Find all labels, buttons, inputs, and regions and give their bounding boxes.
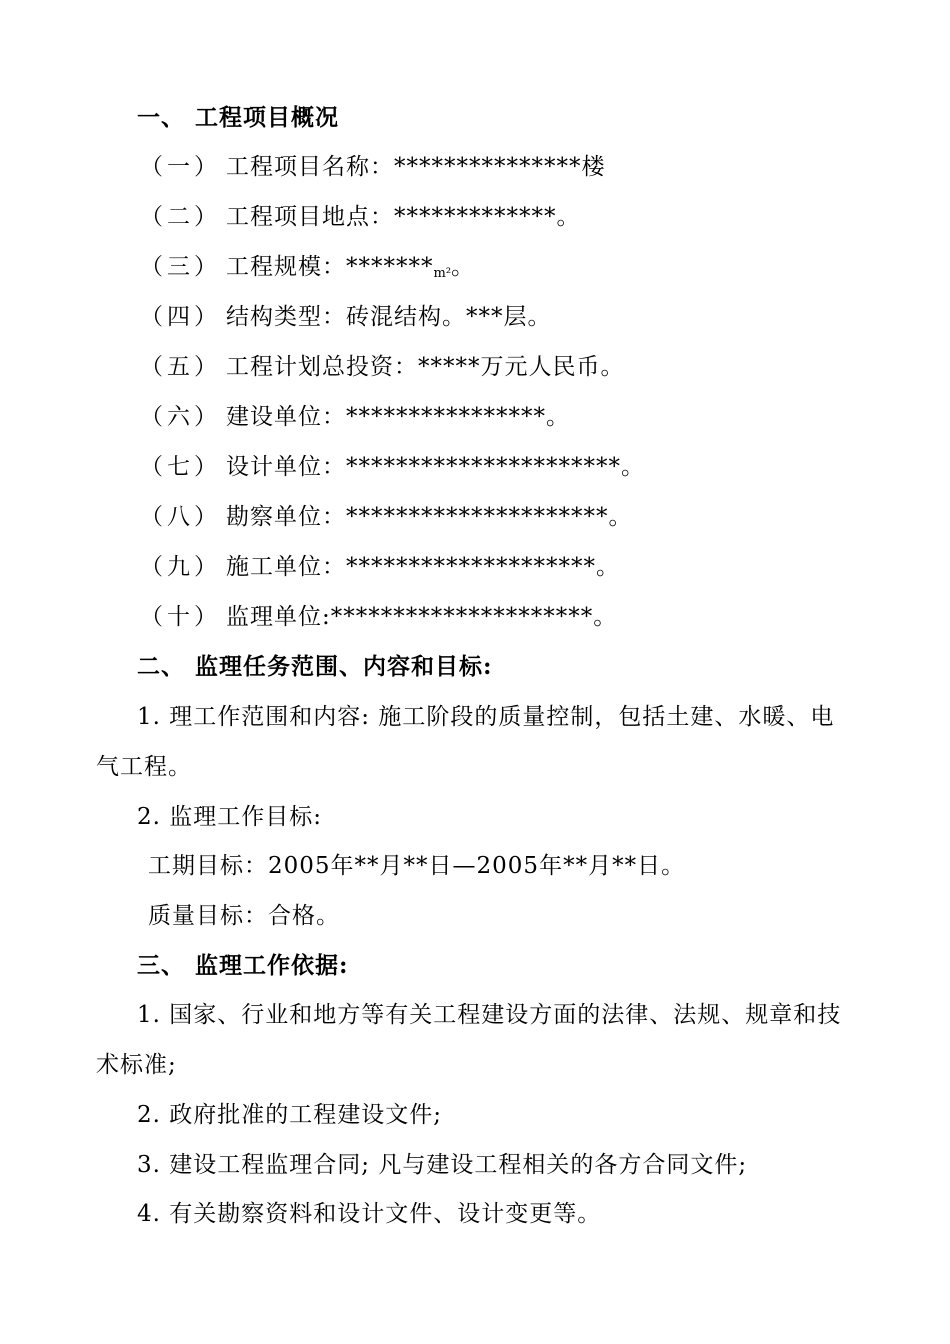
item-number: （五）: [140, 354, 221, 380]
item-number: （四）: [140, 304, 221, 330]
section-1-number: 一、: [137, 104, 185, 131]
section-2-number: 二、: [137, 653, 185, 680]
item-text: 监理单位:*********************。: [226, 604, 618, 630]
item-text: 设计单位：**********************。: [226, 454, 645, 480]
schedule-goal: 工期目标：2005年**月**日—2005年**月**日。: [148, 853, 686, 879]
area-unit: m²: [433, 266, 452, 281]
project-item-6: [140, 402, 570, 432]
goals-paragraph: 2. 监理工作目标:: [137, 804, 323, 830]
project-item-10: [140, 602, 617, 632]
item-text: 工程项目名称：***************楼: [226, 154, 606, 180]
basis-paragraph-4: 4. 有关勘察资料和设计文件、设计变更等。: [137, 1201, 602, 1227]
basis-paragraph-3: 3. 建设工程监理合同; 凡与建设工程相关的各方合同文件;: [137, 1152, 748, 1178]
scope-paragraph-line-2: 气工程。: [96, 754, 192, 780]
item-text: 工程规模：*******: [226, 254, 434, 280]
section-3-title: 监理工作依据:: [195, 952, 349, 979]
project-item-2: [140, 202, 581, 232]
basis-paragraph-1-line-1: 1. 国家、行业和地方等有关工程建设方面的法律、法规、规章和技: [137, 1002, 842, 1028]
item-number: （二）: [140, 204, 221, 230]
basis-paragraph-2: 2. 政府批准的工程建设文件;: [137, 1102, 443, 1128]
section-2-heading: [137, 652, 493, 682]
section-1-heading: [137, 103, 339, 133]
item-number: （十）: [140, 604, 221, 630]
item-tail: 。: [451, 254, 476, 280]
item-number: （七）: [140, 454, 221, 480]
section-2-title: 监理任务范围、内容和目标:: [195, 653, 493, 680]
project-item-4: [140, 302, 552, 332]
quality-goal: 质量目标：合格。: [148, 903, 340, 929]
item-number: （六）: [140, 404, 221, 430]
section-1-title: 工程项目概况: [195, 104, 339, 131]
scope-paragraph-line-1: 1. 理工作范围和内容: 施工阶段的质量控制，包括土建、水暖、电: [137, 704, 835, 730]
section-3-heading: [137, 951, 349, 981]
item-text: 工程计划总投资：*****万元人民币。: [226, 354, 625, 380]
section-3-number: 三、: [137, 952, 185, 979]
item-text: 勘察单位：*********************。: [226, 504, 633, 530]
item-number: （三）: [140, 254, 221, 280]
project-item-5: [140, 352, 625, 382]
item-text: 建设单位：****************。: [226, 404, 570, 430]
project-item-1: [140, 152, 606, 182]
item-text: 施工单位：********************。: [226, 554, 620, 580]
item-number: （一）: [140, 154, 221, 180]
item-number: （九）: [140, 554, 221, 580]
item-number: （八）: [140, 504, 221, 530]
project-item-8: [140, 502, 633, 532]
project-item-7: [140, 452, 645, 482]
item-text: 结构类型：砖混结构。***层。: [226, 304, 552, 330]
item-text: 工程项目地点：*************。: [226, 204, 581, 230]
project-item-3: [140, 252, 475, 286]
project-item-9: [140, 552, 620, 582]
basis-paragraph-1-line-2: 术标准;: [96, 1052, 177, 1078]
